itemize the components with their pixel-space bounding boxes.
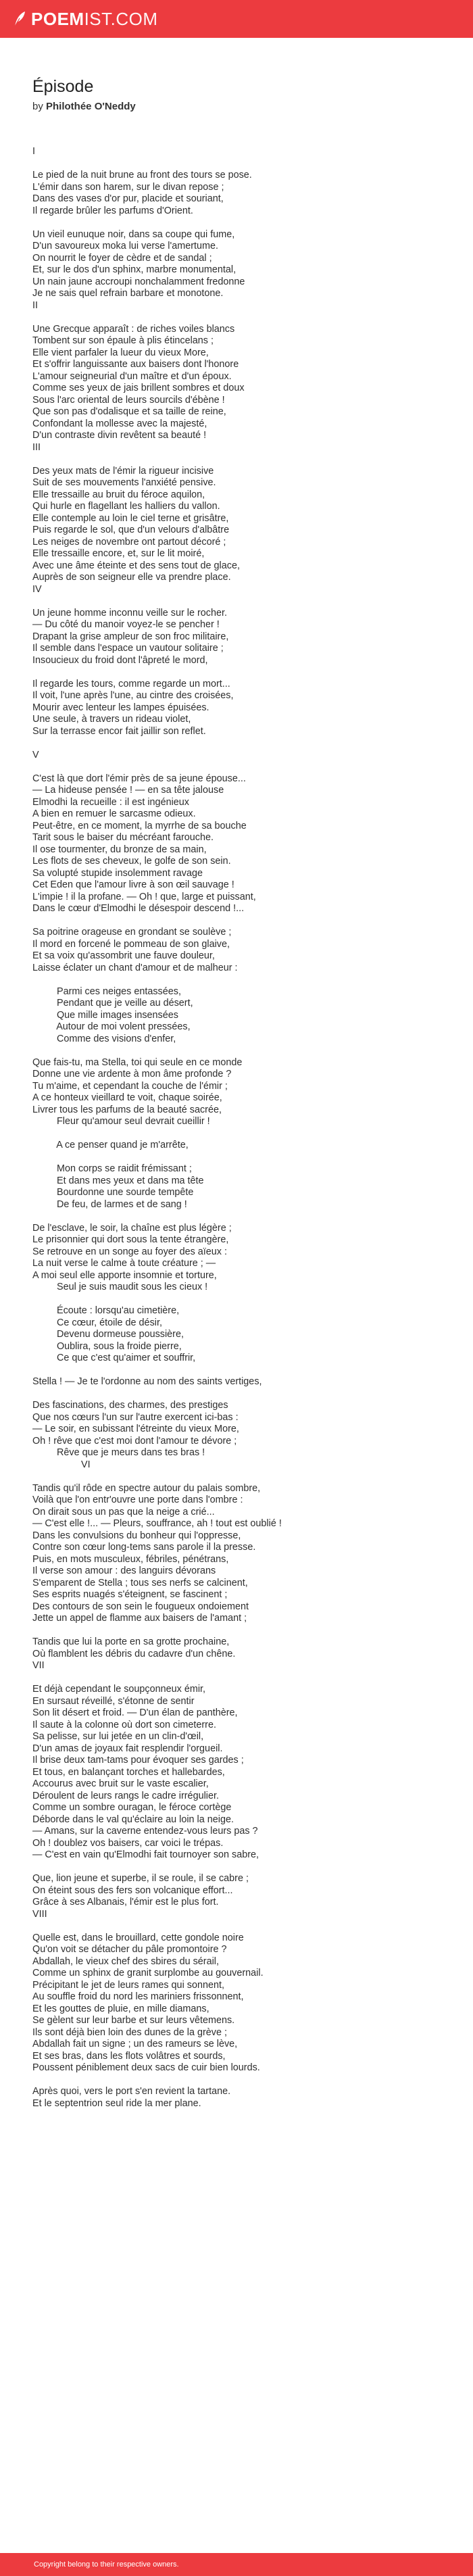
poem-line: Déroulent de leurs rangs le cadre irrégulier. (32, 1790, 219, 1801)
poem-line: — Amans, sur la caverne entendez-vous leurs pas ? (32, 1826, 258, 1837)
poem-line: A ce penser quand je m'arrête, (32, 1140, 189, 1150)
poem-line: Il ose tourmenter, du bronze de sa main, (32, 844, 207, 855)
poem-line: Sur la terrasse encor fait jaillir son reflet. (32, 725, 206, 737)
poem-line (32, 1128, 441, 1140)
poem-line: Il verse son amour : des languirs dévorans (32, 1565, 216, 1576)
poem-line: On dirait sous un pas que la neige a crié... (32, 1506, 215, 1517)
poem-line: Il semble dans l'espace un vautour solitaire ; (32, 643, 224, 654)
poem-line (32, 1388, 441, 1401)
poem-line (32, 737, 441, 750)
poem-line: Le prisonnier qui dort sous la tente étrangère, (32, 1234, 229, 1245)
poem-line (32, 1294, 441, 1306)
poem-line (32, 1862, 441, 1874)
poem-line: Tombent sur son épaule à plis étincelans ; (32, 335, 214, 346)
poem-line (32, 1045, 441, 1057)
poem-body (32, 146, 441, 2110)
poem-line: Confondant la mollesse avec la majesté, (32, 418, 207, 429)
poem-line: Quelle est, dans le brouillard, cette gondole noire (32, 1932, 244, 1943)
poem-line: Après quoi, vers le port s'en revient la tartane. (32, 2086, 231, 2097)
poem-line: En sursaut réveillé, s'étonne de sentir (32, 1695, 195, 1707)
poem-line: Au souffle froid du nord les mariniers frissonnent, (32, 1991, 244, 2002)
poem-line: Les neiges de novembre ont partout décoré ; (32, 536, 226, 548)
poem-line: Sa volupté stupide insolemment ravage (32, 867, 203, 879)
poem-line (32, 158, 441, 170)
poem-line: Ils sont déjà bien loin des dunes de la grève ; (32, 2026, 228, 2038)
poem-line: Cet Eden que l'amour livre à son œil sauvage ! (32, 879, 234, 890)
poem-line: Son lit désert et froid. — D'un élan de panthère, (32, 1707, 238, 1718)
poem-line: Bourdonne une sourde tempête (32, 1187, 194, 1198)
poem-line: — Le soir, en subissant l'étreinte du vieux More, (32, 1424, 239, 1434)
feather-icon (12, 10, 27, 28)
poem-line: Et le septentrion seul ride la mer plane. (32, 2097, 201, 2109)
poem-line: Comme ses yeux de jais brillent sombres et doux (32, 383, 245, 393)
poem-line: Autour de moi volent pressées, (32, 1021, 191, 1032)
poem-line: S'emparent de Stella ; tous ses nerfs se calcinent, (32, 1577, 248, 1588)
poem-line: Que, lion jeune et superbe, il se roule, il se cabre ; (32, 1873, 249, 1884)
poem-title: Épisode (32, 77, 94, 96)
poem-line: Sous l'arc oriental de leurs sourcils d'ébène ! (32, 394, 225, 406)
poem-line: La nuit verse le calme à toute créature ; — (32, 1258, 216, 1269)
poem-byline (32, 101, 441, 112)
poem-line: Mourir avec lenteur les lampes épuisées. (32, 702, 209, 713)
poem-line: Elle contemple au loin le ciel terne et grisâtre, (32, 512, 229, 524)
poem-line (32, 666, 441, 679)
poem-line: Il mord en forcené le pommeau de son glaive, (32, 938, 230, 950)
poem-line: III (32, 441, 41, 453)
poem-line: Elmodhi la recueille : il est ingénieux (32, 796, 189, 808)
poem-line: Déborde dans le val qu'éclaire au loin la neige. (32, 1814, 234, 1825)
poem-line: VI (32, 1459, 91, 1470)
poem-line: A moi seul elle apporte insomnie et torture, (32, 1269, 217, 1281)
poem-line: Rêve que je meurs dans tes bras ! (32, 1447, 205, 1458)
poem-line: Un jeune homme inconnu veille sur le rocher. (32, 607, 227, 618)
poem-line: Pendant que je veille au désert, (32, 998, 193, 1008)
poem-line: Donne une vie ardente à mon âme profonde ? (32, 1069, 232, 1079)
poem-line: Et s'offrir languissante aux baisers dont l'honore (32, 359, 239, 370)
poem-line (32, 1152, 441, 1164)
poem-line: Insoucieux du froid dont l'âpreté le mord, (32, 654, 208, 666)
poem-line (32, 761, 441, 773)
poem-line: Précipitant le jet de leurs rames qui sonnent, (32, 1979, 224, 1991)
poem-line: Tu m'aime, et cependant la couche de l'émir ; (32, 1080, 228, 1092)
poem-line: Que fais-tu, ma Stella, toi qui seule en ce monde (32, 1056, 243, 1068)
byline-prefix: by (32, 101, 43, 112)
poem-line: Il saute à la colonne où dort son cimeterre. (32, 1719, 216, 1730)
poem-line: Des contours de son sein le fougueux ondoiement (32, 1601, 249, 1612)
poem-line: Oublira, sous la froide pierre, (32, 1340, 182, 1352)
poem-line: Ses esprits nuagés s'éteignent, se fascinent ; (32, 1589, 228, 1600)
poem-line: Devenu dormeuse poussière, (32, 1329, 184, 1340)
poem-line: Elle tressaille au bruit du féroce aquilon, (32, 489, 205, 500)
poem-line (32, 596, 441, 608)
poem-line: Ce cœur, étoile de désir, (32, 1317, 162, 1328)
poem-line (32, 974, 441, 986)
poem-line: Et tous, en balançant torches et hallebardes, (32, 1766, 225, 1778)
poem-line: Laisse éclater un chant d'amour et de malheur : (32, 962, 238, 973)
poem-line: Des fascinations, des charmes, des prestiges (32, 1400, 228, 1411)
site-logo[interactable] (12, 9, 158, 30)
poem-line: Et déjà cependant le soupçonneux émir, (32, 1684, 206, 1695)
poem-line: Que son pas d'odalisque et sa taille de reine, (32, 406, 226, 417)
poem-line: II (32, 299, 38, 311)
poem-line: C'est là que dort l'émir près de sa jeune épouse... (32, 773, 246, 784)
poem-line: — C'est elle !... — Pleurs, souffrance, ah ! tout est oublié ! (32, 1518, 282, 1529)
poem-line: Se retrouve en un songe au foyer des aïeux : (32, 1246, 228, 1257)
poem-line: Contre son cœur long-tems sans parole il la presse. (32, 1542, 256, 1553)
poem-line: On nourrit le foyer de cèdre et de sandal ; (32, 252, 212, 264)
poem-line (32, 1672, 441, 1684)
poem-line: Sa poitrine orageuse en grondant se soulève ; (32, 927, 232, 938)
poem-line: Oh ! doublez vos baisers, car voici le trépas. (32, 1837, 224, 1849)
poem-line: A bien en remuer le sarcasme odieux. (32, 808, 196, 819)
poem-line: Dans le cœur d'Elmodhi le désespoir descend !... (32, 903, 245, 914)
poem-line (32, 1211, 441, 1223)
poem-line: Se gèlent sur leur barbe et sur leurs vêtemens. (32, 2015, 235, 2026)
poem-line: Il regarde brûler les parfums d'Orient. (32, 205, 193, 216)
poem-line: V (32, 749, 39, 760)
poem-line: Stella ! — Je te l'ordonne au nom des saints vertiges, (32, 1376, 262, 1387)
poem-line (32, 217, 441, 229)
poem-line (32, 1920, 441, 1933)
poem-line: Comme un sombre ouragan, le féroce cortège (32, 1802, 232, 1813)
site-footer (0, 2553, 473, 2576)
poem-line: Abdallah fait un signe ; un des rameurs se lève, (32, 2039, 238, 2049)
poem-line: I (32, 146, 35, 157)
poem-line: De feu, de larmes et de sang ! (32, 1198, 187, 1210)
poem-line: Des yeux mats de l'émir la rigueur incisive (32, 465, 214, 477)
poem-line: Auprès de son seigneur elle va prendre place. (32, 572, 231, 583)
poem-line: Ce que c'est qu'aimer et souffrir, (32, 1353, 196, 1363)
poem-line: Comme des visions d'enfer, (32, 1033, 176, 1044)
copyright-text: Copyright belong to their respective owners. (34, 2560, 179, 2569)
poem-line: Voilà que l'on entr'ouvre une porte dans l'ombre : (32, 1494, 243, 1505)
poem-line: Il brise deux tam-tams pour évoquer ses gardes ; (32, 1755, 244, 1766)
poem-line: Il regarde les tours, comme regarde un mort... (32, 678, 230, 689)
poem-line: Que nos cœurs l'un sur l'autre exercent ici-bas : (32, 1411, 239, 1423)
poem-line: Tandis qu'il rôde en spectre autour du palais sombre, (32, 1482, 261, 1494)
poem-line: — Du côté du manoir voyez-le se pencher ! (32, 619, 220, 630)
poem-line: L'impie ! il la profane. — Oh ! que, large et puissant, (32, 891, 256, 902)
poem-line: Fleur qu'amour seul devrait cueillir ! (32, 1116, 210, 1127)
poem-line (32, 454, 441, 466)
logo-text-bold: POEM (31, 8, 84, 29)
poem-line: Où flamblent les débris du cadavre d'un chêne. (32, 1648, 236, 1659)
poem-line: Et ses bras, dans les flots volâtres et sourds, (32, 2050, 226, 2062)
poem-line: Elle vient parfaler la lueur du vieux More, (32, 347, 209, 358)
poem-line: L'émir dans son harem, sur le divan repose ; (32, 181, 224, 193)
poem-line: Avec une âme éteinte et des sens tout de glace, (32, 560, 240, 571)
logo-text-light: IST.COM (84, 8, 158, 29)
poem-line: Parmi ces neiges entassées, (32, 986, 181, 997)
poem-line (32, 2074, 441, 2087)
poem-line: Puis regarde le sol, que d'un velours d'albâtre (32, 525, 230, 535)
poem-line: Elle tressaille encore, et, sur le lit moiré, (32, 548, 205, 559)
poem-line: Et les gouttes de pluie, en mille diamans, (32, 2003, 209, 2014)
poem-content (0, 38, 473, 2110)
poem-line: Qui hurle en flagellant les halliers du vallon. (32, 501, 220, 512)
poem-line: Il voit, l'une après l'une, au cintre des croisées, (32, 690, 234, 701)
poem-line: Mon corps se raidit frémissant ; (32, 1163, 192, 1174)
poem-line (32, 1365, 441, 1377)
poem-author[interactable]: Philothée O'Neddy (46, 101, 136, 112)
poem-line: Je ne sais quel refrain barbare et monotone. (32, 288, 224, 299)
poem-line: VIII (32, 1908, 47, 1920)
poem-line: Et, sur le dos d'un sphinx, marbre monumental, (32, 264, 236, 275)
poem-line: De l'esclave, le soir, la chaîne est plus légère ; (32, 1222, 232, 1234)
poem-line: Puis, en mots musculeux, fébriles, pénétrans, (32, 1553, 229, 1565)
poem-line: D'un savoureux moka lui verse l'amertume. (32, 241, 219, 251)
poem-line: Et sa voix qu'assombrit une fauve douleur, (32, 950, 215, 961)
poem-line: L'amour seigneurial d'un maître et d'un époux. (32, 370, 232, 382)
poem-line: On éteint sous des fers son volcanique effort... (32, 1885, 233, 1896)
poem-line: IV (32, 583, 42, 595)
poem-line: Dans des vases d'or pur, placide et souriant, (32, 193, 224, 204)
poem-line: Que mille images insensées (32, 1009, 178, 1021)
poem-line: Un vieil eunuque noir, dans sa coupe qui fume, (32, 228, 235, 240)
poem-line: Écoute : lorsqu'au cimetière, (32, 1305, 180, 1316)
poem-line: Les flots de ses cheveux, le golfe de son sein. (32, 856, 231, 867)
poem-line: Jette un appel de flamme aux baisers de l'amant ; (32, 1613, 247, 1624)
poem-line: — La hideuse pensée ! — en sa tête jalouse (32, 785, 224, 796)
poem-line: Poussent péniblement deux sacs de cuir bien lourds. (32, 2062, 260, 2073)
poem-line: Grâce à ses Albanais, l'émir est le plus fort. (32, 1897, 219, 1907)
poem-line: Tarit sous le baiser du mécréant farouche. (32, 832, 214, 843)
poem-line: D'un contraste divin revêtent sa beauté ! (32, 430, 207, 441)
poem-line: Abdallah, le vieux chef des sbires du sérail, (32, 1955, 219, 1967)
poem-line: Seul je suis maudit sous les cieux ! (32, 1282, 208, 1292)
poem-line: Sa pelisse, sur lui jetée en un clin-d'œil, (32, 1731, 204, 1742)
poem-line: Livrer tous les parfums de la beauté sacrée, (32, 1104, 222, 1115)
poem-line: VII (32, 1660, 45, 1671)
poem-line: Drapant la grise ampleur de son froc militaire, (32, 631, 229, 642)
poem-line: Un nain jaune accroupi nonchalamment fredonne (32, 276, 245, 287)
poem-line: D'un amas de joyaux fait resplendir l'orgueil. (32, 1743, 223, 1754)
poem-line: Oh ! rêve que c'est moi dont l'amour te dévore ; (32, 1435, 237, 1447)
site-header (0, 0, 473, 38)
poem-line (32, 915, 441, 927)
poem-line: Peut-être, en ce moment, la myrrhe de sa bouche (32, 820, 247, 831)
poem-line: Qu'on voit se détacher du pâle promontoire ? (32, 1944, 227, 1955)
poem-line (32, 312, 441, 324)
poem-line: Dans les convulsions du bonheur qui l'oppresse, (32, 1530, 241, 1541)
poem-line (32, 1625, 441, 1637)
poem-line: Tandis que lui la porte en sa grotte prochaine, (32, 1636, 230, 1647)
poem-line: Suit de ses mouvements l'anxiété pensive. (32, 477, 216, 488)
poem-line (32, 1471, 441, 1483)
poem-line: A ce honteux vieillard te voit, chaque soirée, (32, 1092, 222, 1103)
poem-line: Et dans mes yeux et dans ma tête (32, 1175, 204, 1186)
poem-line: Accourus avec bruit sur le vaste escalier, (32, 1778, 209, 1789)
poem-line: Comme un sphinx de granit surplombe au gouvernail. (32, 1968, 264, 1978)
poem-line: — C'est en vain qu'Elmodhi fait tournoyer son sabre, (32, 1849, 259, 1860)
poem-line: Le pied de la nuit brune au front des tours se pose. (32, 170, 252, 180)
poem-line: Une seule, à travers un rideau violet, (32, 714, 191, 725)
poem-line: Une Grecque apparaît : de riches voiles blancs (32, 323, 235, 335)
